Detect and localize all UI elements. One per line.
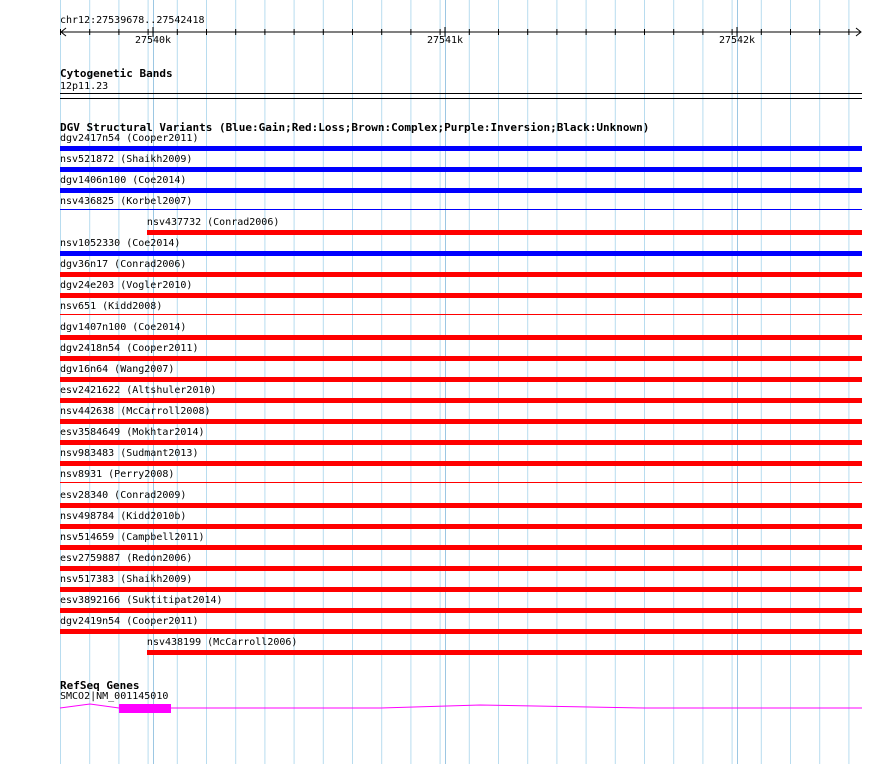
- variant-label: nsv436825 (Korbel2007): [60, 196, 193, 207]
- variant-bar[interactable]: [60, 335, 862, 340]
- region-label: chr12:27539678..27542418: [60, 15, 205, 26]
- variant-label: esv2759887 (Redon2006): [60, 553, 193, 564]
- variant-label: nsv498784 (Kidd2010b): [60, 511, 187, 522]
- variant-bar[interactable]: [60, 629, 862, 634]
- variant-label: dgv1406n100 (Coe2014): [60, 175, 187, 186]
- variant-label: esv2421622 (Altshuler2010): [60, 385, 217, 396]
- variant-bar[interactable]: [60, 566, 862, 571]
- variant-label: dgv1407n100 (Coe2014): [60, 322, 187, 333]
- dgv-track-title[interactable]: DGV Structural Variants (Blue:Gain;Red:Loss;Brown:Complex;Purple:Inversion;Black:Unknown): [60, 121, 650, 134]
- variant-label: nsv437732 (Conrad2006): [146, 217, 280, 228]
- variant-label: dgv2418n54 (Cooper2011): [60, 343, 199, 354]
- gene-label: SMCO2|NM_001145010: [60, 691, 169, 702]
- variant-label: nsv8931 (Perry2008): [60, 469, 175, 480]
- variant-bar[interactable]: [60, 503, 862, 508]
- variant-bar[interactable]: [60, 524, 862, 529]
- variant-label: esv28340 (Conrad2009): [60, 490, 187, 501]
- variant-bar[interactable]: [60, 482, 862, 483]
- variant-label: nsv514659 (Campbell2011): [60, 532, 205, 543]
- variant-bar[interactable]: [60, 587, 862, 592]
- variant-label: dgv24e203 (Vogler2010): [60, 280, 193, 291]
- variant-bar[interactable]: [60, 608, 862, 613]
- variant-bar[interactable]: [60, 461, 862, 466]
- ruler-tick-label: 27542k: [718, 35, 756, 46]
- variant-bar[interactable]: [60, 314, 862, 315]
- variant-bar[interactable]: [60, 251, 862, 256]
- variant-bar[interactable]: [60, 188, 862, 193]
- variant-bar[interactable]: [60, 167, 862, 172]
- variant-label: nsv438199 (McCarroll2006): [146, 637, 298, 648]
- variant-label: dgv2419n54 (Cooper2011): [60, 616, 199, 627]
- cytoband-line-bottom[interactable]: [60, 98, 862, 99]
- gene-intron-line: [60, 704, 862, 708]
- cytobands-track-title[interactable]: Cytogenetic Bands: [60, 67, 173, 80]
- variant-label: nsv983483 (Sudmant2013): [60, 448, 199, 459]
- variant-bar[interactable]: [60, 272, 862, 277]
- variant-label: esv3584649 (Mokhtar2014): [60, 427, 205, 438]
- variant-bar[interactable]: [60, 398, 862, 403]
- variant-bar[interactable]: [60, 377, 862, 382]
- variant-label: dgv36n17 (Conrad2006): [60, 259, 187, 270]
- variant-bar[interactable]: [147, 650, 862, 655]
- gene-model[interactable]: [0, 700, 890, 716]
- variant-bar[interactable]: [60, 440, 862, 445]
- gene-exon: [119, 704, 171, 713]
- variant-label: nsv521872 (Shaikh2009): [60, 154, 193, 165]
- variant-label: dgv16n64 (Wang2007): [60, 364, 175, 375]
- variant-label: nsv651 (Kidd2008): [60, 301, 163, 312]
- variant-bar[interactable]: [147, 230, 862, 235]
- variant-label: dgv2417n54 (Cooper2011): [60, 133, 199, 144]
- cytoband-label: 12p11.23: [60, 81, 109, 92]
- ruler-tick-label: 27541k: [426, 35, 464, 46]
- variant-bar[interactable]: [60, 419, 862, 424]
- variant-label: nsv1052330 (Coe2014): [60, 238, 181, 249]
- refseq-track-title[interactable]: RefSeq Genes: [60, 679, 140, 692]
- ruler-tick-label: 27540k: [134, 35, 172, 46]
- cytoband-line-top[interactable]: [60, 93, 862, 94]
- variant-label: nsv517383 (Shaikh2009): [60, 574, 193, 585]
- variant-bar[interactable]: [60, 209, 862, 210]
- variant-bar[interactable]: [60, 545, 862, 550]
- variant-bar[interactable]: [60, 356, 862, 361]
- variant-bar[interactable]: [60, 293, 862, 298]
- variant-label: esv3892166 (Suktitipat2014): [60, 595, 223, 606]
- variant-label: nsv442638 (McCarroll2008): [60, 406, 211, 417]
- variant-bar[interactable]: [60, 146, 862, 151]
